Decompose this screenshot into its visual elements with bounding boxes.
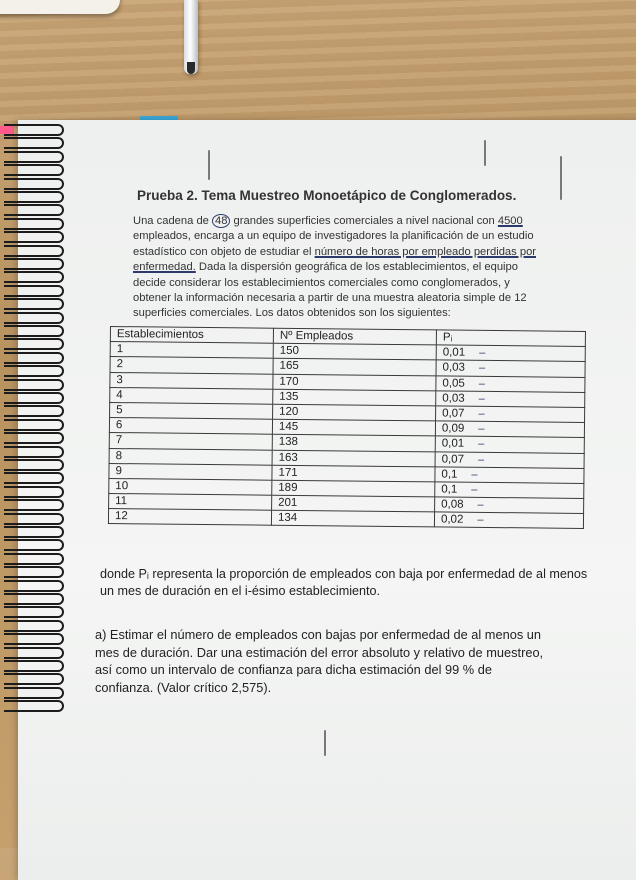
cell-establishment: 8	[109, 448, 272, 465]
proportion-value: 0,1	[441, 483, 458, 496]
intro-text-1: Una cadena de	[133, 215, 212, 227]
cell-employees: 201	[272, 495, 435, 512]
intro-text-3: empleados, encarga a un equipo de investigadores la planificación de un estudio estadístico con objeto de estudiar el	[133, 230, 534, 258]
question-a: a) Estimar el número de empleados con bajas por enfermedad de al menos un mes de duración. Dar una estimación del error absoluto y relativo de muestreo, así como un intervalo de confianza para dicha estimación del 99 % de confianza. (Valor crítico 2,575).	[95, 627, 544, 695]
cell-establishment: 3	[110, 372, 273, 389]
pen-tick-mark: –	[477, 499, 484, 512]
pen-tick-mark: –	[478, 407, 485, 420]
underlined-employees: 4500	[497, 215, 523, 227]
proportion-value: 0,01	[442, 346, 466, 360]
cell-employees: 120	[273, 404, 436, 421]
intro-paragraph	[133, 214, 545, 322]
cell-establishment: 1	[110, 342, 273, 359]
cell-employees: 189	[272, 480, 435, 497]
cell-proportion	[436, 360, 585, 377]
cell-employees: 170	[273, 374, 436, 391]
pen-tick-mark: –	[477, 514, 484, 527]
pencil-mark	[560, 156, 562, 200]
pen-tick-mark: –	[471, 483, 478, 496]
cell-establishment: 10	[109, 478, 272, 495]
cell-employees: 163	[272, 450, 435, 467]
header-employees: Nº Empleados	[273, 328, 436, 345]
proportion-value: 0,08	[441, 498, 464, 511]
data-table	[108, 326, 586, 529]
cell-proportion	[434, 512, 583, 529]
cell-employees: 135	[273, 389, 436, 406]
intro-text-2: grandes superficies comerciales a nivel nacional con	[230, 215, 498, 227]
cell-proportion	[435, 482, 584, 499]
cell-establishment: 7	[109, 433, 272, 450]
proportion-value: 0,01	[441, 437, 465, 451]
cell-proportion	[435, 436, 584, 453]
cell-employees: 150	[273, 343, 436, 360]
cell-employees: 134	[271, 510, 434, 527]
pen-tick-mark: –	[477, 453, 485, 466]
pen-tick-mark: –	[478, 392, 485, 405]
cell-employees: 145	[272, 419, 435, 436]
pencil-mark	[208, 150, 210, 180]
cell-establishment: 12	[108, 509, 271, 526]
cell-employees: 165	[273, 359, 436, 376]
proportion-value: 0,03	[442, 361, 466, 375]
footnote: donde Pᵢ representa la proporción de empleados con baja por enfermedad de al menos un mes de duración en el i-ésimo establecimiento.	[100, 567, 588, 598]
proportion-value: 0,07	[441, 453, 465, 466]
circled-number: 48	[212, 214, 230, 228]
cell-proportion	[436, 406, 585, 423]
header-establishments: Establecimientos	[110, 327, 273, 344]
pencil-mark	[484, 140, 486, 166]
proportion-value: 0,02	[440, 513, 464, 527]
proportion-value: 0,1	[441, 468, 458, 481]
cell-employees: 171	[272, 465, 435, 482]
pen-tick-mark: –	[478, 423, 485, 436]
pen-tick-mark: –	[479, 347, 486, 360]
proportion-value: 0,05	[442, 377, 465, 390]
cell-establishment: 5	[110, 402, 273, 419]
pen-tick-mark: –	[478, 438, 485, 451]
cell-establishment: 11	[109, 494, 272, 511]
cell-proportion	[435, 467, 584, 484]
header-proportion: Pᵢ	[436, 330, 585, 347]
underlined-variable: número de horas por empleado perdidas por enfermedad.	[133, 245, 537, 274]
intro-text-4: Dada la dispersión geográfica de los establecimientos, el equipo decide considerar los establecimientos comerciales como conglomerados, y obtener la información necesaria a partir de una muestra aleatoria simple de 12 superficies comerciales. Los datos obtenidos son los siguientes:	[133, 261, 527, 320]
cell-establishment: 6	[109, 418, 272, 435]
cell-proportion	[435, 421, 584, 438]
cell-proportion	[436, 375, 585, 392]
cell-proportion	[435, 497, 584, 514]
cell-establishment: 2	[110, 357, 273, 374]
cell-employees: 138	[272, 435, 435, 452]
cell-establishment: 4	[110, 387, 273, 404]
pen-tick-mark: –	[478, 362, 486, 375]
cell-establishment: 9	[109, 463, 272, 480]
proportion-value: 0,03	[442, 392, 465, 405]
pen-tick-mark: –	[478, 377, 485, 390]
page-title: Prueba 2. Tema Muestreo Monoetápico de Conglomerados.	[137, 188, 517, 203]
cell-proportion	[436, 391, 585, 408]
proportion-value: 0,09	[441, 422, 465, 435]
cell-proportion	[436, 345, 585, 362]
proportion-value: 0,07	[442, 407, 465, 420]
pencil-mark	[324, 730, 326, 756]
cell-proportion	[435, 451, 584, 468]
pen-tick-mark: –	[471, 468, 478, 481]
